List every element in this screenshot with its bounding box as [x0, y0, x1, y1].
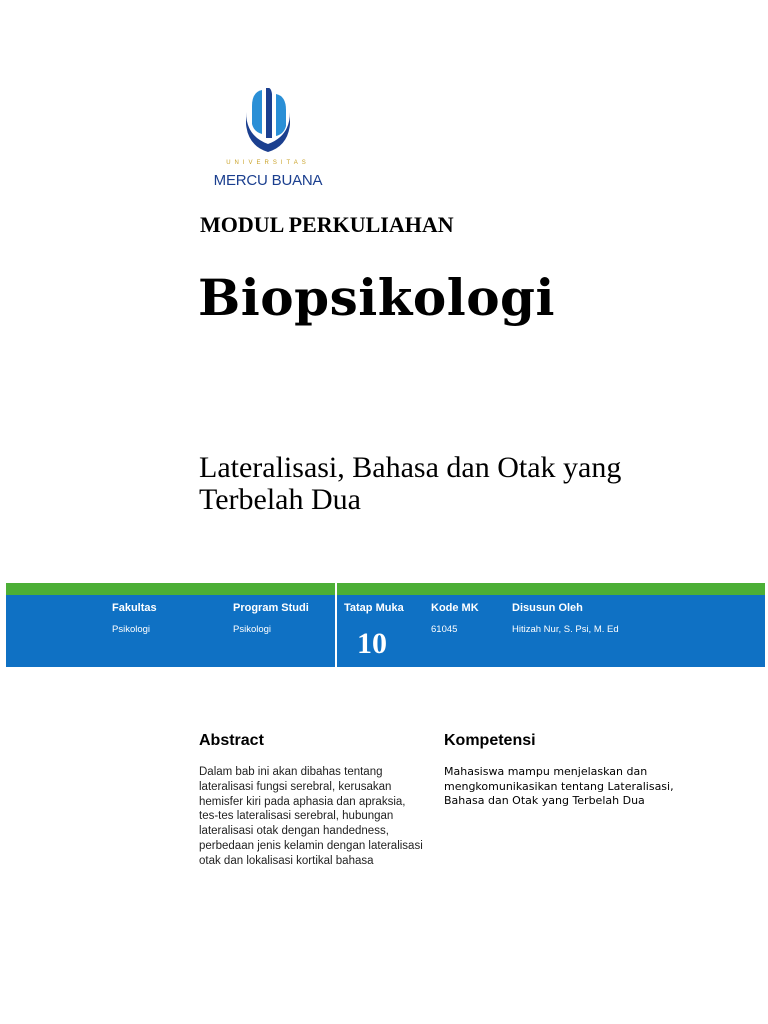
tatap-muka-label: Tatap Muka	[344, 602, 404, 614]
kompetensi-text: Mahasiswa mampu menjelaskan dan mengkomunikasikan tentang Lateralisasi, Bahasa dan Otak yang Terbelah Dua	[444, 765, 674, 808]
program-studi-label: Program Studi	[233, 602, 309, 614]
course-title: Biopsikologi	[198, 268, 556, 327]
topic-title: Lateralisasi, Bahasa dan Otak yang Terbelah Dua	[199, 451, 622, 516]
kompetensi-heading: Kompetensi	[444, 732, 536, 749]
kode-mk-value: 61045	[431, 624, 458, 635]
fakultas-label: Fakultas	[112, 602, 157, 614]
logo-university-name: MERCU BUANA	[213, 172, 323, 189]
disusun-oleh-value: Hitizah Nur, S. Psi, M. Ed	[512, 624, 619, 635]
info-band-accent-bar	[6, 583, 765, 595]
fakultas-value: Psikologi	[112, 624, 151, 635]
university-logo	[201, 88, 335, 198]
university-logo-icon	[242, 88, 294, 158]
tatap-muka-value: 10	[357, 627, 387, 660]
disusun-oleh-label: Disusun Oleh	[512, 602, 583, 614]
program-studi-value: Psikologi	[233, 624, 272, 635]
abstract-text: Dalam bab ini akan dibahas tentang lateralisasi fungsi serebral, kerusakan hemisfer kiri pada aphasia dan apraksia, tes-tes lateralisasi serebral, hubungan lateralisasi otak dengan handedness, perbedaan jenis kelamin dengan lateralisasi otak dan lokalisasi kortikal bahasa	[199, 766, 423, 867]
kode-mk-label: Kode MK	[431, 602, 479, 614]
abstract-heading: Abstract	[199, 732, 264, 749]
modul-label: MODUL PERKULIAHAN	[200, 212, 454, 237]
logo-universitas-label: UNIVERSITAS	[226, 160, 310, 166]
